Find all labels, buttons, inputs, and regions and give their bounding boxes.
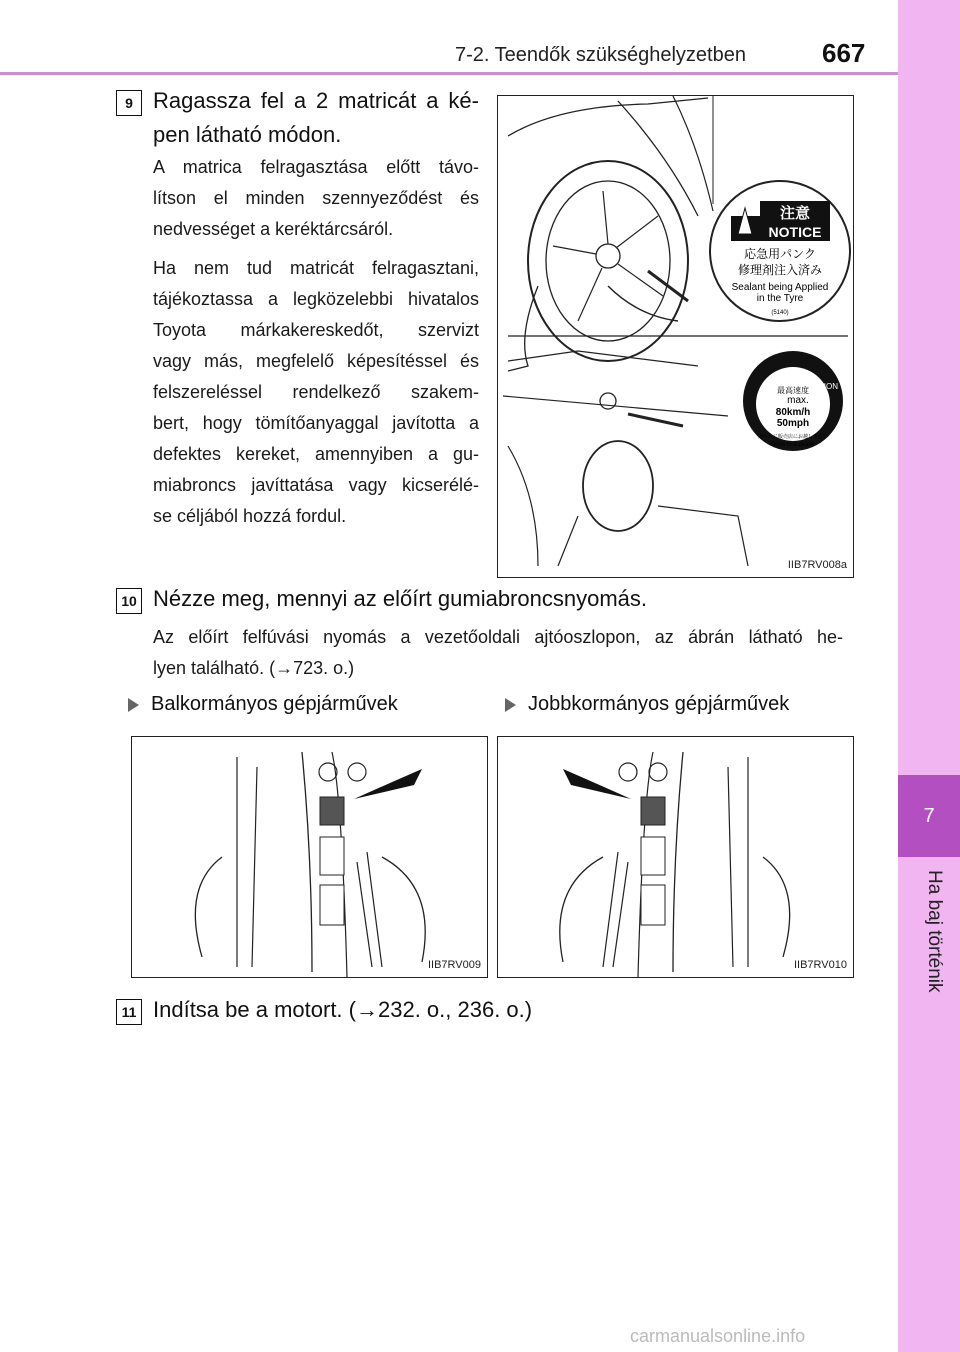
caution-en-title: CAUTION [802, 382, 838, 391]
step-9-title [153, 84, 479, 152]
figure-code: IIB7RV009 [427, 959, 481, 971]
left-hand-drive-heading [128, 693, 398, 716]
text-line: lyen található. (→723. o.) [153, 658, 355, 678]
notice-en-title: NOTICE [768, 224, 822, 240]
text-line: vagy más, megfelelő képesítéssel és [153, 351, 479, 371]
step-9-paragraph-1 [153, 152, 479, 245]
caution-en-note: Drive to a dealer [770, 442, 816, 448]
header-divider [0, 72, 898, 75]
right-heading-text: Jobbkormányos gépjárművek [528, 693, 790, 715]
step-9-number: 9 [116, 90, 142, 116]
triangle-bullet-icon [505, 698, 516, 712]
text-line: Ha nem tud matricát felragasztani, [153, 258, 479, 278]
text-line: se céljából hozzá fordul. [153, 506, 347, 526]
watermark: carmanualsonline.info [630, 1326, 806, 1346]
notice-jp-line2: 修理剤注入済み [737, 263, 823, 277]
caution-jp-title: 警告 [783, 373, 803, 384]
step-10-paragraph [153, 622, 843, 684]
sticker-placement-figure [497, 95, 854, 578]
text-line: felszereléssel rendelkező szakem- [153, 382, 479, 402]
step-11-number: 11 [116, 999, 142, 1025]
step-9-paragraph-2 [153, 253, 479, 532]
text-line: Toyota márkakereskedőt, szervizt [153, 320, 479, 340]
step-11-title: Indítsa be a motort. (→232. o., 236. o.) [153, 997, 533, 1022]
notice-jp-title: 注意 [779, 204, 811, 222]
text-line: defektes kereket, amennyiben a gu- [153, 444, 479, 464]
right-hand-drive-heading [505, 693, 789, 716]
caution-max: max. [787, 395, 809, 406]
notice-jp-line1: 応急用パンク [744, 247, 816, 261]
rhd-door-pillar-illustration [498, 737, 853, 977]
text-line: Az előírt felfúvási nyomás a vezetőoldali ajtóoszlopon, az ábrán látható he- [153, 627, 843, 647]
chapter-label: Ha baj történik [924, 870, 945, 993]
triangle-bullet-icon [128, 698, 139, 712]
step-10-number: 10 [116, 588, 142, 614]
figure-code: IIB7RV010 [793, 959, 847, 971]
left-heading-text: Balkormányos gépjárművek [151, 693, 398, 715]
step-9-title-line: pen látható módon. [153, 122, 342, 147]
lhd-door-pillar-figure [131, 736, 488, 978]
sticker-placement-illustration [498, 96, 853, 577]
chapter-number: 7 [898, 775, 960, 857]
notice-en-line1: Sealant being Applied [731, 282, 829, 293]
text-line: tájékoztassa a legközelebbi hivatalos [153, 289, 479, 309]
caution-mph: 50mph [776, 418, 810, 429]
page-number: 667 [822, 38, 866, 68]
notice-code: (5140) [771, 310, 789, 316]
figure-code: IIB7RV008a [787, 559, 847, 571]
lhd-door-pillar-illustration [132, 737, 487, 977]
rhd-door-pillar-figure [497, 736, 854, 978]
caution-kmh: 80km/h [775, 407, 811, 418]
step-10-title: Nézze meg, mennyi az előírt gumiabroncsnyomás. [153, 586, 647, 611]
text-line: bert, hogy tömítőanyaggal javította a [153, 413, 479, 433]
text-line: lítson el minden szennyeződést és [153, 188, 479, 208]
caution-jp-speed: 最高速度 [777, 386, 809, 395]
side-tab [898, 0, 960, 1352]
text-line: A matrica felragasztása előtt távo- [153, 157, 479, 177]
step-9-title-line: Ragassza fel a 2 matricát a ké- [153, 88, 479, 113]
notice-en-line2: in the Tyre [756, 293, 804, 304]
section-title: 7-2. Teendők szükséghelyzetben [455, 44, 746, 66]
caution-jp-note: 速やかに販売店にお越し下さい [757, 434, 829, 440]
text-line: nedvességet a keréktárcsáról. [153, 219, 394, 239]
text-line: miabroncs javíttatása vagy kicserélé- [153, 475, 479, 495]
